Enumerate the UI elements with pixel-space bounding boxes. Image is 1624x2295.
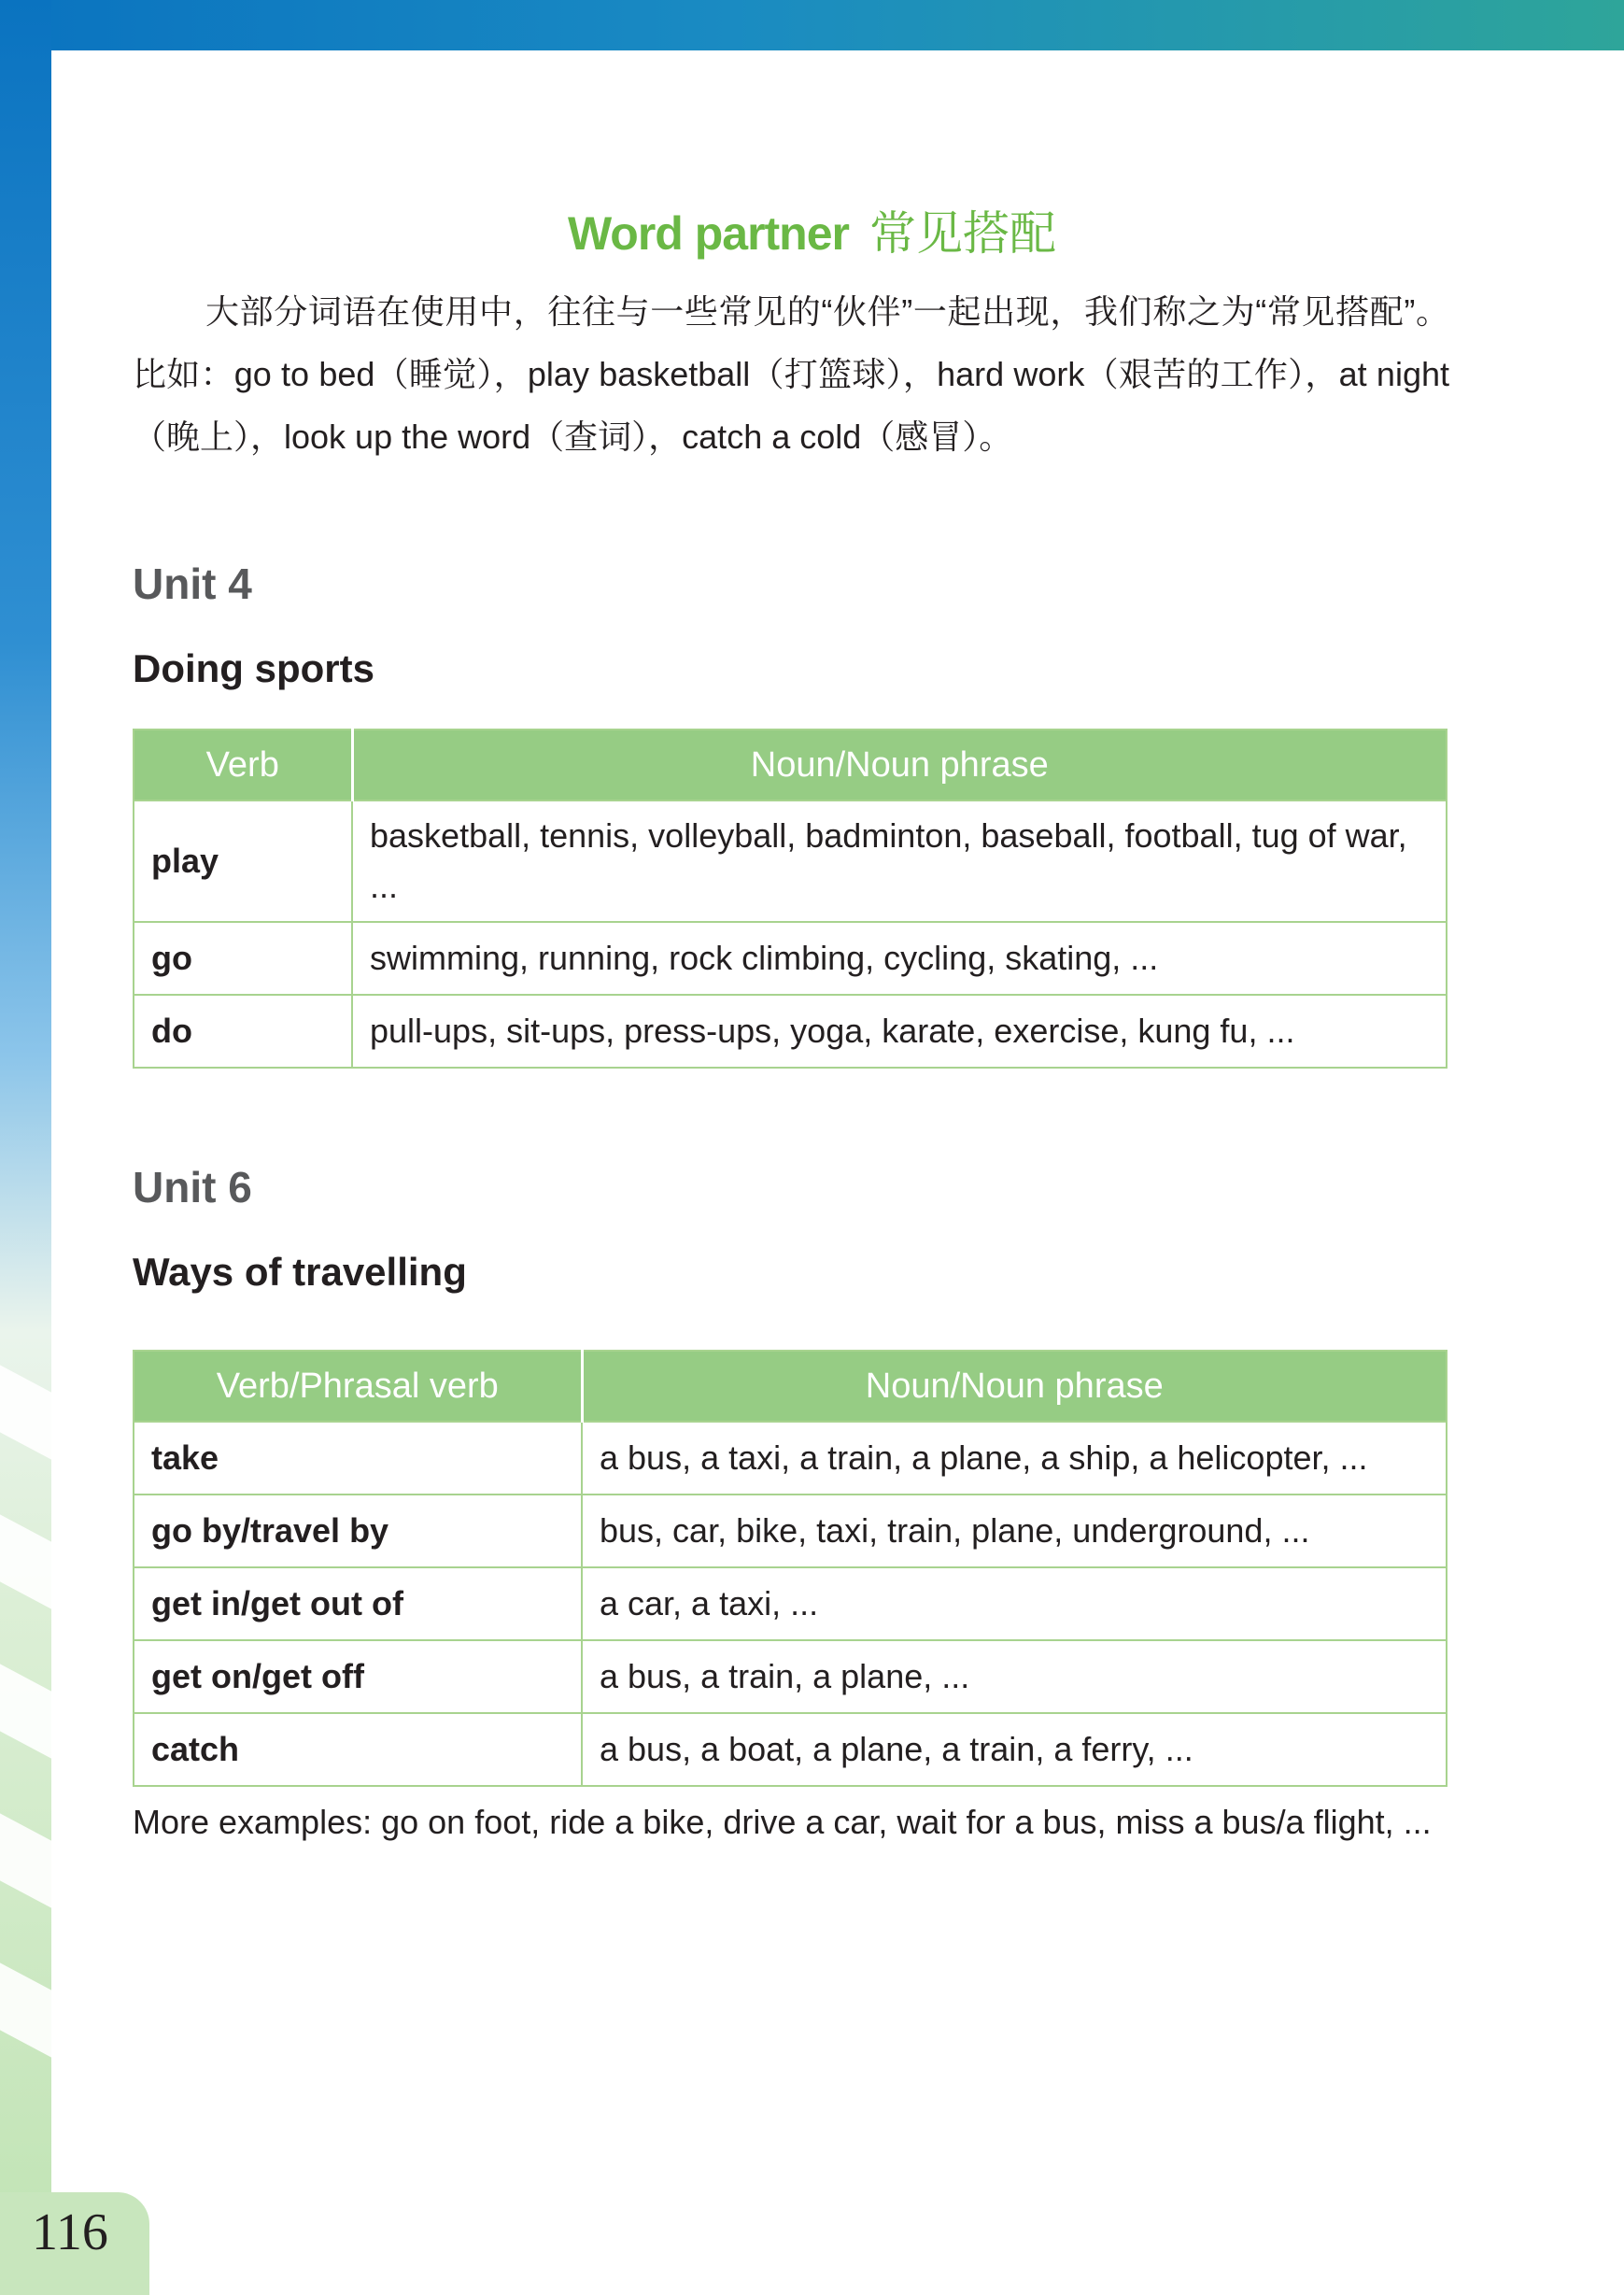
intro-paragraph <box>133 280 1449 468</box>
ways-of-travelling-title: Ways of travelling <box>133 1250 467 1294</box>
verb-cell: get on/get off <box>134 1640 582 1713</box>
table-row <box>134 1495 1447 1567</box>
noun-cell: a bus, a taxi, a train, a plane, a ship, a helicopter, ... <box>582 1422 1447 1495</box>
top-decor-bar <box>0 0 1624 50</box>
decor-stripe <box>0 1505 51 1626</box>
title-english: Word partner <box>568 207 849 260</box>
verb-cell: catch <box>134 1713 582 1786</box>
table-row <box>134 922 1447 995</box>
header-noun: Noun/Noun phrase <box>582 1351 1447 1422</box>
noun-cell: pull-ups, sit-ups, press-ups, yoga, karate, exercise, kung fu, ... <box>352 995 1447 1068</box>
noun-cell: a bus, a boat, a plane, a train, a ferry, ... <box>582 1713 1447 1786</box>
more-examples: More examples: go on foot, ride a bike, drive a car, wait for a bus, miss a bus/a flight, ... <box>133 1803 1432 1841</box>
verb-cell: play <box>134 800 352 922</box>
noun-cell: bus, car, bike, taxi, train, plane, underground, ... <box>582 1495 1447 1567</box>
table-row <box>134 995 1447 1068</box>
header-noun: Noun/Noun phrase <box>352 730 1447 800</box>
header-verb: Verb <box>134 730 352 800</box>
header-verb: Verb/Phrasal verb <box>134 1351 582 1422</box>
noun-cell: a car, a taxi, ... <box>582 1567 1447 1640</box>
verb-cell: go <box>134 922 352 995</box>
table-header-row <box>134 1351 1447 1422</box>
ways-of-travelling-table <box>133 1350 1447 1787</box>
decor-stripe <box>0 1804 51 1925</box>
intro-text: 大部分词语在使用中，往往与一些常见的“伙伴”一起出现，我们称之为“常见搭配”。比如：go to bed（睡觉），play basketball（打篮球），hard work（艰苦的工作），at night（晚上），look up the word（查词），catch a cold（感冒）。 <box>133 292 1449 456</box>
decor-stripe <box>0 1953 51 2075</box>
page-number: 116 <box>32 2203 108 2261</box>
table-row <box>134 1713 1447 1786</box>
unit-6-label: Unit 6 <box>133 1163 252 1211</box>
noun-cell: a bus, a train, a plane, ... <box>582 1640 1447 1713</box>
unit-4-label: Unit 4 <box>133 560 252 608</box>
table-row <box>134 1640 1447 1713</box>
table-row <box>134 1567 1447 1640</box>
decor-stripe <box>0 1355 51 1477</box>
title-chinese: 常见搭配 <box>869 207 1056 260</box>
verb-cell: go by/travel by <box>134 1495 582 1567</box>
doing-sports-table <box>133 729 1447 1069</box>
table-row <box>134 1422 1447 1495</box>
left-decor-bar <box>0 0 51 2295</box>
verb-cell: get in/get out of <box>134 1567 582 1640</box>
page-title <box>0 196 1624 263</box>
verb-cell: take <box>134 1422 582 1495</box>
table-header-row <box>134 730 1447 800</box>
doing-sports-title: Doing sports <box>133 646 374 690</box>
table-row <box>134 800 1447 922</box>
decor-stripe <box>0 1654 51 1776</box>
noun-cell: basketball, tennis, volleyball, badminton, baseball, football, tug of war, ... <box>352 800 1447 922</box>
verb-cell: do <box>134 995 352 1068</box>
noun-cell: swimming, running, rock climbing, cycling, skating, ... <box>352 922 1447 995</box>
